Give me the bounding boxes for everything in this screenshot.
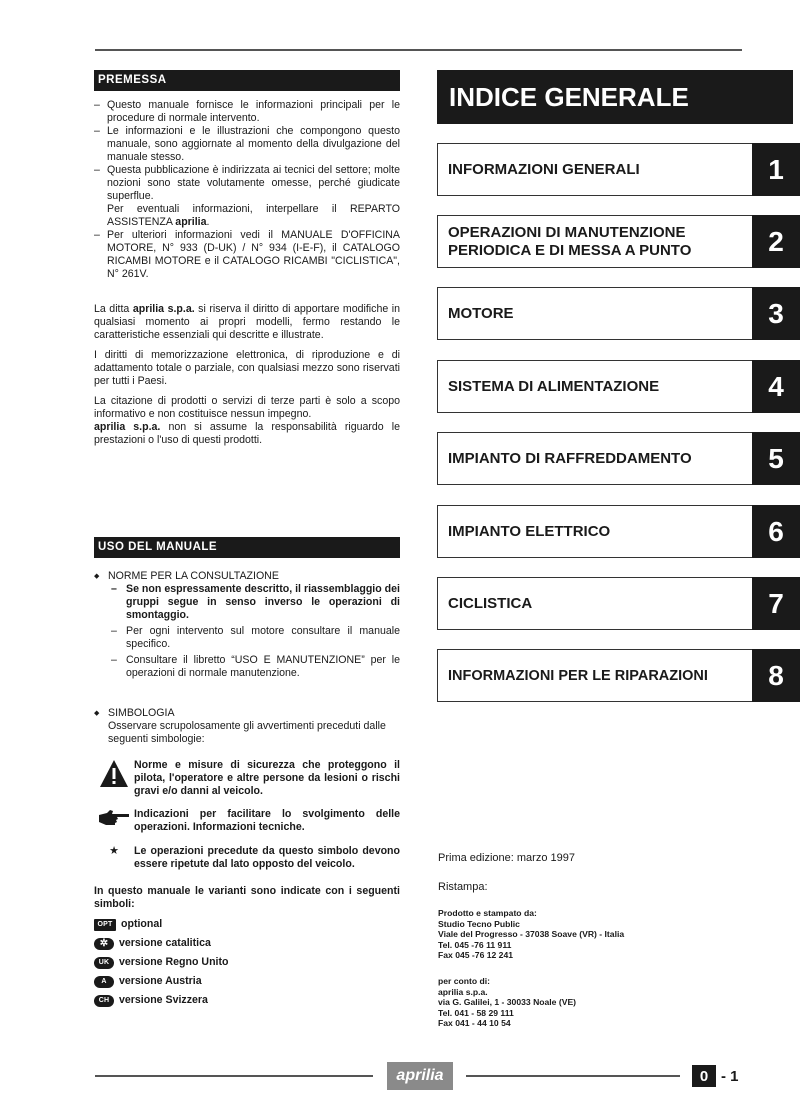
list-item-text: . bbox=[206, 216, 210, 228]
paragraph bbox=[94, 303, 400, 342]
brand-name: aprilia s.p.a. bbox=[132, 303, 195, 315]
variant-item bbox=[94, 918, 400, 931]
index-title: INDICE GENERALE bbox=[437, 70, 793, 124]
paragraph-text: non si assume la responsabilità riguardo le prestazioni o l'uso di questi prodotti. bbox=[94, 421, 400, 446]
toc-label: INFORMAZIONI PER LE RIPARAZIONI bbox=[448, 667, 708, 684]
client-fax: Fax 041 - 44 10 54 bbox=[438, 1018, 511, 1028]
toc-label: OPERAZIONI DI MANUTENZIONE PERIODICA E DI MESSA A PUNTO bbox=[448, 223, 692, 259]
variant-label: versione Svizzera bbox=[119, 994, 208, 1006]
norme-title: ◆ NORME PER LA CONSULTAZIONE bbox=[108, 570, 279, 582]
footer-rule-right bbox=[466, 1075, 680, 1077]
symbol-text: Indicazioni per facilitare lo svolgimento delle operazioni. Informazioni tecniche. bbox=[134, 808, 400, 833]
printer-title: Prodotto e stampato da: bbox=[438, 908, 537, 918]
catalytic-badge-icon: ✲ bbox=[94, 938, 114, 950]
client-name: aprilia s.p.a. bbox=[438, 986, 488, 997]
toc-item[interactable] bbox=[437, 143, 800, 196]
toc-label: MOTORE bbox=[448, 304, 514, 322]
variant-item bbox=[94, 975, 400, 988]
simbologia-text: Osservare scrupolosamente gli avvertimenti preceduti dalle seguenti simbologie: bbox=[108, 720, 386, 745]
variants-intro: In questo manuale le varianti sono indicate con i seguenti simboli: bbox=[94, 885, 400, 910]
client-address: via G. Galilei, 1 - 30033 Noale (VE) bbox=[438, 997, 577, 1007]
toc-label: SISTEMA DI ALIMENTAZIONE bbox=[448, 377, 660, 395]
printer-name: Studio Tecno Public bbox=[438, 918, 520, 929]
norme-block bbox=[94, 570, 400, 680]
variant-item bbox=[94, 956, 400, 969]
top-rule bbox=[95, 49, 742, 51]
client-credits bbox=[438, 976, 738, 1029]
aprilia-logo: aprilia bbox=[387, 1062, 453, 1090]
opt-badge-icon: OPT bbox=[94, 919, 116, 931]
toc-label: INFORMAZIONI GENERALI bbox=[448, 160, 640, 178]
symbol-text: Norme e misure di sicurezza che proteggono il pilota, l'operatore e altre persone da lesioni o rischi gravi e/o danni al veicolo. bbox=[134, 759, 400, 797]
toc-number: 2 bbox=[752, 215, 800, 268]
premessa-list bbox=[94, 99, 400, 281]
toc-number: 8 bbox=[752, 649, 800, 702]
toc-item[interactable] bbox=[437, 649, 800, 702]
uso-section bbox=[94, 537, 400, 1007]
footer-rule-left bbox=[95, 1075, 373, 1077]
paragraph-text: si riserva il diritto di apportare modifiche in qualsiasi momento ai propri modelli, fermo restando le caratteristiche essenziali qui descritte e illustrate. bbox=[94, 303, 400, 341]
section-number: 0 bbox=[692, 1065, 716, 1087]
austria-badge-icon: A bbox=[94, 976, 114, 988]
client-title: per conto di: bbox=[438, 976, 491, 986]
printer-tel: Tel. 045 -76 11 911 bbox=[438, 939, 512, 950]
toc-number: 1 bbox=[752, 143, 800, 196]
toc-item[interactable] bbox=[437, 577, 800, 630]
edition-text: Prima edizione: marzo 1997 bbox=[438, 852, 575, 864]
list-item: – Le informazioni e le illustrazioni che compongono questo manuale, sono aggiornate al momento della divulgazione del manuale stesso. bbox=[94, 125, 400, 164]
warning-triangle-icon bbox=[94, 759, 134, 789]
variant-label: optional bbox=[121, 918, 163, 930]
norme-item: – Se non espressamente descritto, il riassemblaggio dei gruppi segue in senso inverso le operazioni di smontaggio. bbox=[111, 583, 400, 622]
symbol-text: Le operazioni precedute da questo simbolo devono essere ripetute dal lato opposto del veicolo. bbox=[134, 845, 400, 870]
list-item: – Questo manuale fornisce le informazioni principali per le procedure di normale intervento. bbox=[94, 99, 400, 125]
toc-number: 5 bbox=[752, 432, 800, 485]
uso-header: USO DEL MANUALE bbox=[94, 537, 400, 558]
printer-address: Viale del Progresso - 37038 Soave (VR) - Italia bbox=[438, 929, 625, 939]
switzerland-badge-icon: CH bbox=[94, 995, 114, 1007]
variant-item bbox=[94, 937, 400, 950]
uk-badge-icon: UK bbox=[94, 957, 114, 969]
premessa-header: PREMESSA bbox=[94, 70, 400, 91]
client-tel: Tel. 041 - 58 29 111 bbox=[438, 1007, 514, 1018]
reprint-text: Ristampa: bbox=[438, 881, 488, 893]
printer-fax: Fax 045 -76 12 241 bbox=[438, 950, 514, 960]
simbologia-block bbox=[94, 707, 400, 746]
printer-credits bbox=[438, 908, 738, 961]
variant-label: versione catalitica bbox=[119, 937, 211, 949]
list-item bbox=[94, 164, 400, 229]
norme-item: – Per ogni intervento sul motore consultare il manuale specifico. bbox=[111, 625, 400, 651]
paragraph-text: La citazione di prodotti o servizi di terze parti è solo a scopo informativo e non costituisce nessun impegno. bbox=[94, 395, 400, 420]
paragraph: I diritti di memorizzazione elettronica, di riproduzione e di adattamento totale o parziale, con qualsiasi mezzo sono riservati per tutti i Paesi. bbox=[94, 349, 400, 387]
list-item: – Per ulteriori informazioni vedi il MANUALE D'OFFICINA MOTORE, N° 933 (D-UK) / N° 934 (I-E-F), il CATALOGO RICAMBI MOTORE e il CATALOGO RICAMBI "CICLISTICA", N° 261V. bbox=[94, 229, 400, 281]
toc-item[interactable] bbox=[437, 505, 800, 558]
variant-label: versione Regno Unito bbox=[119, 956, 229, 968]
variant-item bbox=[94, 994, 400, 1007]
brand-name: aprilia s.p.a. bbox=[94, 421, 161, 433]
toc-number: 4 bbox=[752, 360, 800, 413]
paragraph bbox=[94, 395, 400, 447]
toc-item[interactable] bbox=[437, 287, 800, 340]
toc-label: IMPIANTO DI RAFFREDDAMENTO bbox=[448, 449, 692, 467]
page-number bbox=[692, 1065, 739, 1087]
toc-item[interactable] bbox=[437, 215, 800, 268]
symbol-row bbox=[94, 759, 400, 798]
brand-name: aprilia bbox=[175, 216, 207, 228]
toc-number: 3 bbox=[752, 287, 800, 340]
symbol-row bbox=[94, 808, 400, 834]
toc-item[interactable] bbox=[437, 360, 800, 413]
list-item-text: Questa pubblicazione è indirizzata ai tecnici del settore; molte nozioni sono state volutamente omesse, perché giudicate superflue. bbox=[107, 164, 400, 202]
variant-label: versione Austria bbox=[119, 975, 202, 987]
toc-number: 6 bbox=[752, 505, 800, 558]
symbol-row bbox=[94, 845, 400, 871]
star-icon: ★ bbox=[109, 845, 119, 857]
premessa-section bbox=[94, 70, 400, 447]
toc-label: CICLISTICA bbox=[448, 594, 533, 612]
norme-item: – Consultare il libretto “USO E MANUTENZIONE” per le operazioni di normale manutenzione. bbox=[111, 654, 400, 680]
simbologia-title: ◆ SIMBOLOGIA bbox=[108, 707, 175, 719]
paragraph-text: La ditta bbox=[94, 303, 133, 315]
toc-item[interactable] bbox=[437, 432, 800, 485]
list-item-text: Per eventuali informazioni, interpellare il REPARTO ASSISTENZA bbox=[107, 203, 400, 228]
toc-number: 7 bbox=[752, 577, 800, 630]
pointing-hand-icon bbox=[94, 808, 134, 828]
toc-label: IMPIANTO ELETTRICO bbox=[448, 522, 611, 540]
page-index: - 1 bbox=[721, 1067, 739, 1085]
